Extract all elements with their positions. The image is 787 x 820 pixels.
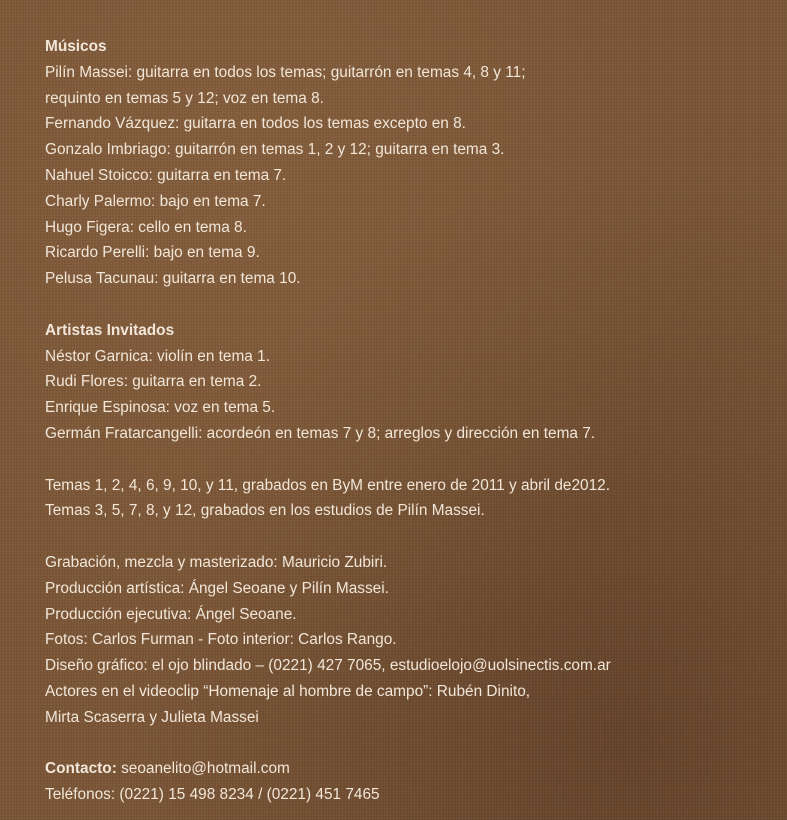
grabados-block [45,473,787,525]
grabados-line: Temas 1, 2, 4, 6, 9, 10, y 11, grabados en ByM entre enero de 2011 y abril de2012. [45,476,610,494]
invitados-line: Néstor Garnica: violín en tema 1. [45,347,270,365]
musicos-line: requinto en temas 5 y 12; voz en tema 8. [45,89,324,107]
spacer [45,292,787,318]
musicos-line: Pelusa Tacunau: guitarra en tema 10. [45,270,301,288]
musicos-line: Charly Palermo: bajo en tema 7. [45,192,266,210]
musicos-line: Fernando Vázquez: guitarra en todos los temas excepto en 8. [45,115,466,133]
musicos-heading: Músicos [45,38,107,55]
invitados-line: Rudi Flores: guitarra en tema 2. [45,373,262,391]
contacto-block [45,756,787,808]
invitados-list [45,344,787,447]
credito-line: Producción artística: Ángel Seoane y Pilín Massei. [45,579,389,597]
contacto-line [45,756,787,782]
musicos-line: Ricardo Perelli: bajo en tema 9. [45,244,260,262]
invitados-line: Germán Fratarcangelli: acordeón en temas 7 y 8; arreglos y dirección en tema 7. [45,424,596,442]
musicos-line: Hugo Figera: cello en tema 8. [45,218,247,236]
creditos-block [45,550,787,731]
musicos-line: Nahuel Stoicco: guitarra en tema 7. [45,166,287,184]
contacto-label: Contacto: [45,760,117,778]
credito-line: Actores en el videoclip “Homenaje al hombre de campo”: Rubén Dinito, [45,682,531,700]
contacto-email: seoanelito@hotmail.com [116,760,290,778]
invitados-line: Enrique Espinosa: voz en tema 5. [45,399,276,417]
credito-line: Grabación, mezcla y masterizado: Mauricio Zubiri. [45,553,388,571]
credito-line: Fotos: Carlos Furman - Foto interior: Carlos Rango. [45,631,397,649]
credito-line: Producción ejecutiva: Ángel Seoane. [45,605,297,623]
spacer [45,731,787,757]
musicos-line: Gonzalo Imbriago: guitarrón en temas 1, 2 y 12; guitarra en tema 3. [45,141,505,159]
credito-line: Diseño gráfico: el ojo blindado – (0221) 427 7065, estudioelojo@uolsinectis.com.ar [45,657,611,675]
spacer [45,447,787,473]
spacer [45,524,787,550]
musicos-list [45,60,787,292]
musicos-line: Pilín Massei: guitarra en todos los temas; guitarrón en temas 4, 8 y 11; [45,63,526,81]
telefonos-line: Teléfonos: (0221) 15 498 8234 / (0221) 451 7465 [45,786,380,804]
invitados-heading: Artistas Invitados [45,321,175,339]
grabados-line: Temas 3, 5, 7, 8, y 12, grabados en los estudios de Pilín Massei. [45,502,485,520]
credito-line: Mirta Scaserra y Julieta Massei [45,708,259,726]
